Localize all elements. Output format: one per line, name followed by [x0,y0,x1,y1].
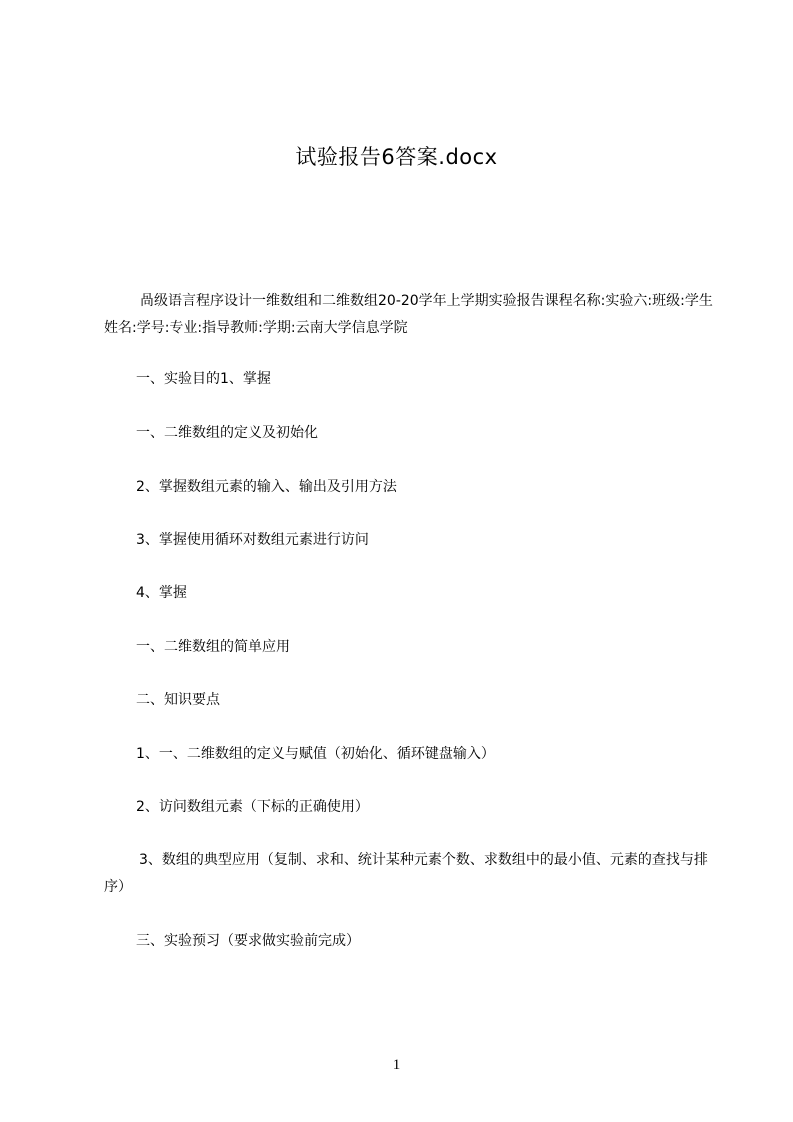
list-item: 3、掌握使用循环对数组元素进行访问 [136,532,369,548]
list-item: 2、掌握数组元素的输入、输出及引用方法 [136,479,397,495]
section-heading-preview: 三、实验预习（要求做实验前完成） [136,933,360,949]
list-item: 一、二维数组的定义及初始化 [136,425,318,441]
section-heading-key-points: 二、知识要点 [136,692,220,708]
document-title: 试验报告6答案.docx [295,145,498,169]
intro-paragraph: 咼级语言程序设计一维数组和二维数组20-20学年上学期实验报告课程名称:实验六:班级:学生姓名:学号:专业:指导教师:学期:云南大学信息学院 [104,293,713,336]
list-item: 1、一、二维数组的定义与赋值（初始化、循环键盘输入） [136,746,495,762]
list-item: 2、访问数组元素（下标的正确使用） [136,799,369,815]
list-item: 3、数组的典型应用（复制、求和、统计某种元素个数、求数组中的最小值、元素的查找与排序） [104,852,708,895]
page-number: 1 [392,1057,401,1073]
section-heading-objectives: 一、实验目的1、掌握 [136,371,271,387]
list-item: 4、掌握 [136,585,187,601]
list-item: 一、二维数组的简单应用 [136,639,290,655]
